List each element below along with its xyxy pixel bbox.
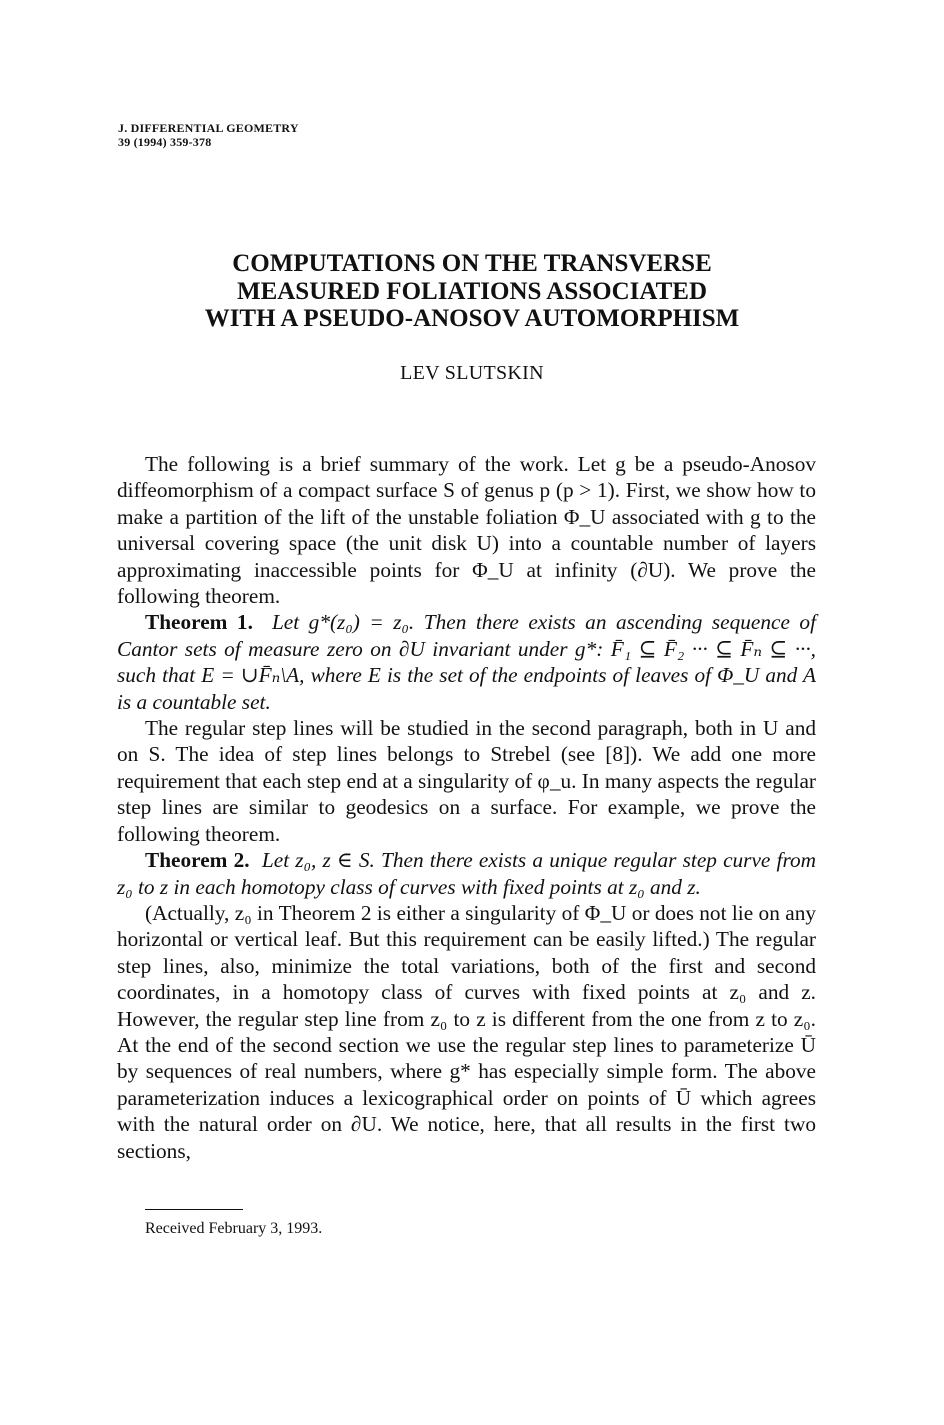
author-name: LEV SLUTSKIN (400, 362, 544, 384)
title-line: WITH A PSEUDO-ANOSOV AUTOMORPHISM (204, 305, 740, 332)
journal-volume: 39 (1994) 359-378 (118, 135, 212, 149)
paragraph-remarks: (Actually, z₀ in Theorem 2 is either a singularity of Φ_U or does not lie on any horizontal or vertical leaf. But this requirement can be easily lifted.) The regular step lines, also, minimize the total variations, both of the first and second coordinates, in a homotopy class of curves with fixed points at z₀ and z. However, the regular step line from z₀ to z is different from the one from z to z₀. At the end of the second section we use the regular step lines to parameterize Ū by sequences of real numbers, where g* has especially simple form. The above parameterization induces a lexicographical order on points of Ū which agrees with the natural order on ∂U. We notice, here, that all results in the first two sections, (117, 900, 816, 1163)
theorem-2-label: Theorem 2. (145, 848, 250, 873)
footnote-received: Received February 3, 1993. (145, 1220, 323, 1237)
theorem-1-label: Theorem 1. (145, 610, 253, 635)
title-line: MEASURED FOLIATIONS ASSOCIATED (236, 277, 707, 305)
paper-title (0, 250, 944, 333)
journal-name: J. DIFFERENTIAL GEOMETRY (118, 121, 299, 135)
theorem-1-text: Let g*(z₀) = z₀. Then there exists an ascending sequence of Cantor sets of measure zero on ∂U invariant under g*: F̄₁ ⊆ F̄₂ ··· ⊆ F̄ₙ ⊆ ···, such that E = ∪F̄ₙ\A, where E is the set of the endpoints of leaves of Φ_U and A is a countable set. (117, 610, 816, 714)
title-line: COMPUTATIONS ON THE TRANSVERSE (232, 250, 712, 277)
paper-body (117, 451, 816, 1164)
journal-header (118, 121, 299, 149)
theorem-2-text: Let z₀, z ∈ S. Then there exists a unique regular step curve from z₀ to z in each homotopy class of curves with fixed points at z₀ and z. (117, 848, 816, 899)
paragraph-step-lines: The regular step lines will be studied in the second paragraph, both in U and on S. The idea of step lines belongs to Strebel (see [8]). We add one more requirement that each step end at a singularity of φ_u. In many aspects the regular step lines are similar to geodesics on a surface. For example, we prove the following theorem. (117, 716, 816, 846)
footnote-rule (145, 1209, 243, 1210)
theorem-1 (117, 609, 816, 715)
paragraph-summary: The following is a brief summary of the work. Let g be a pseudo-Anosov diffeomorphism of a compact surface S of genus p (p > 1). First, we show how to make a partition of the lift of the unstable foliation Φ_U associated with g to the universal covering space (the unit disk U) into a countable number of layers approximating inaccessible points for Φ_U at infinity (∂U). We prove the following theorem. (117, 452, 816, 609)
theorem-2 (117, 847, 816, 900)
